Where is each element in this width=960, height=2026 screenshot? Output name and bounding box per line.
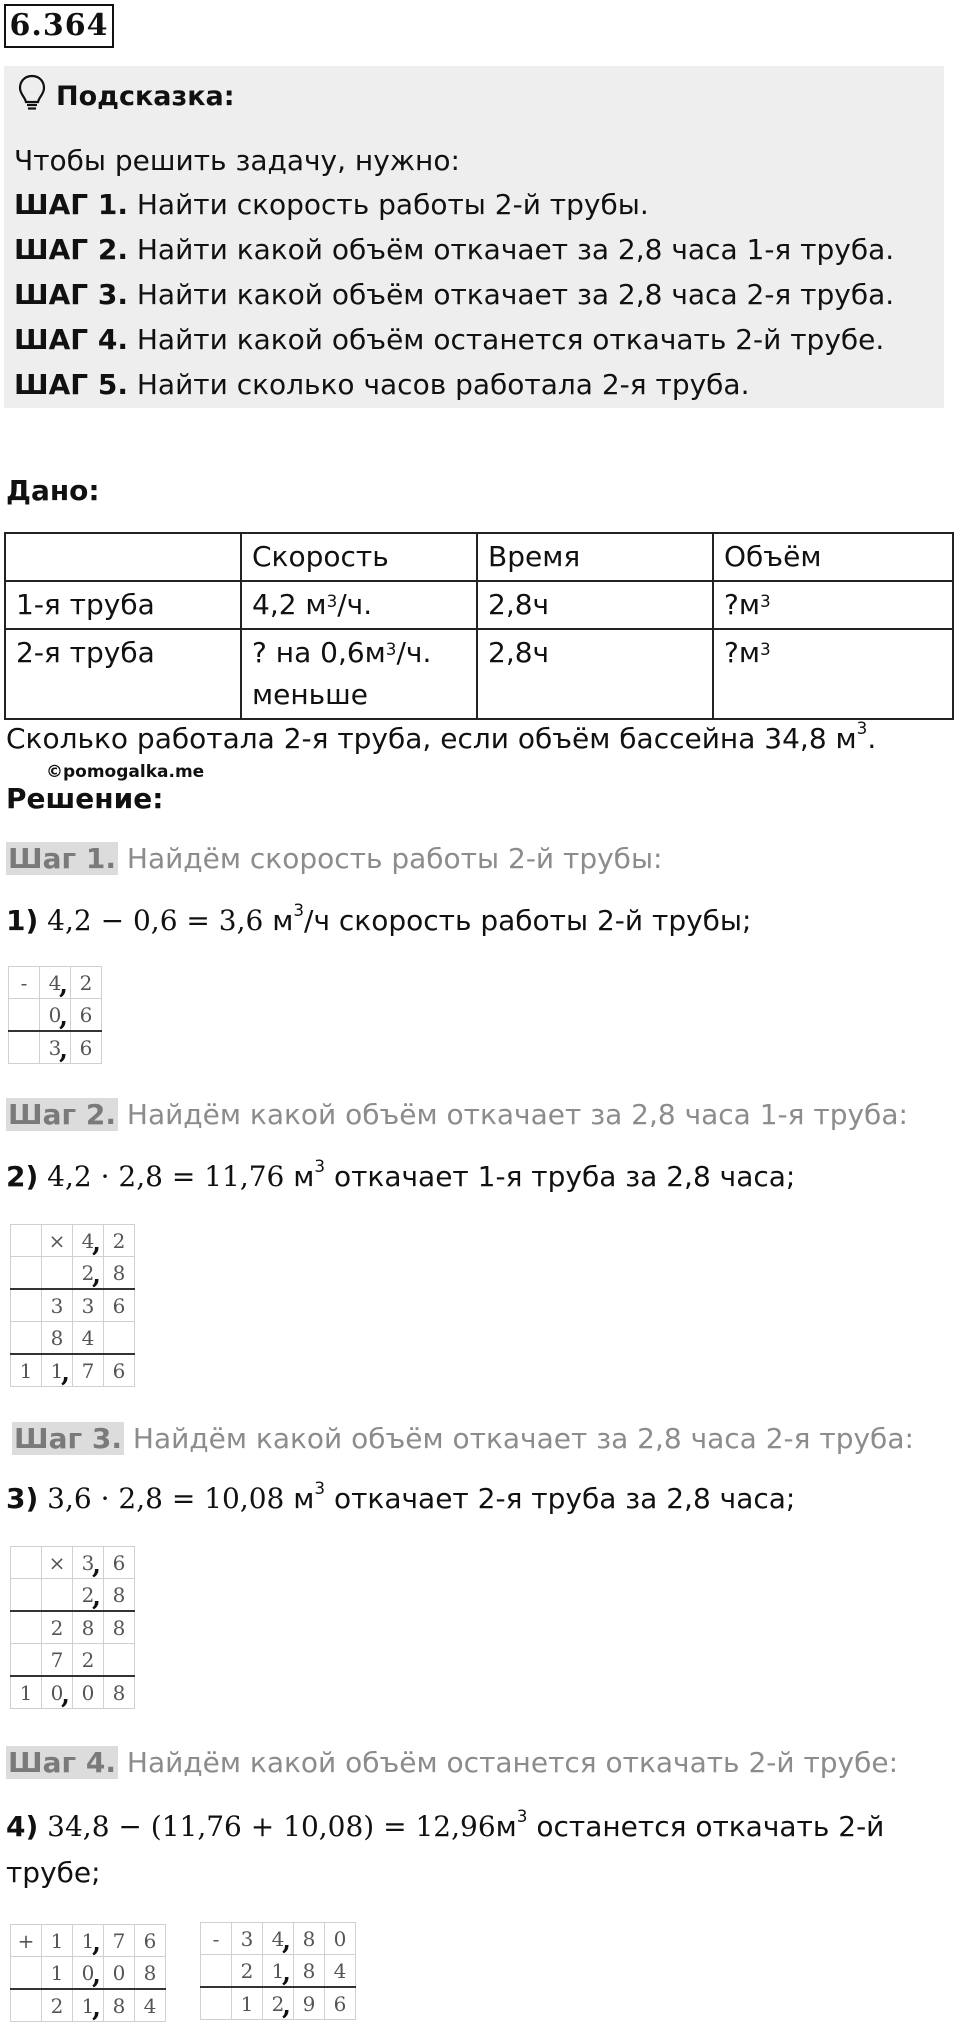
- calc-row: [11, 1579, 135, 1612]
- text-fragment: ШАГ 2.: [14, 233, 128, 266]
- calc-cell: 4: [73, 1322, 104, 1355]
- text-fragment: 3): [6, 1482, 39, 1515]
- calc-cell: 4: [135, 1989, 166, 2022]
- text-fragment: 3: [759, 591, 771, 611]
- calc-cell: 3 ,: [73, 1547, 104, 1579]
- given-table: [4, 532, 954, 720]
- problem-number: 6.364: [4, 4, 114, 48]
- calc-cell: [104, 1322, 135, 1355]
- calc-cell: [42, 1579, 73, 1612]
- calc-cell: 6: [104, 1289, 135, 1322]
- calc-cell: [11, 1579, 42, 1612]
- calc-row: [9, 1031, 102, 1064]
- calc-cell: 6: [71, 1031, 102, 1064]
- question-text: [6, 718, 877, 755]
- watermark: ©pomogalka.me: [46, 762, 205, 782]
- calc-cell: -: [201, 1923, 232, 1955]
- table-cell: $?м^3$: [713, 629, 953, 719]
- text-fragment: ШАГ 1.: [14, 188, 128, 221]
- text-fragment: 3: [314, 1478, 326, 1498]
- calc-cell: 9: [294, 1987, 325, 2020]
- text-fragment: Найдём какой объём откачает за 2,8 часа 1-я труба:: [117, 1098, 908, 1131]
- text-fragment: .: [867, 722, 877, 755]
- calc-cell: 0 ,: [73, 1957, 104, 1990]
- table-row: [5, 629, 953, 719]
- calc-cell: 3: [42, 1289, 73, 1322]
- calc-row: [11, 1925, 166, 1957]
- text-fragment: ШАГ 3.: [14, 278, 128, 311]
- calc-multiplication-1: [10, 1224, 135, 1387]
- calc-cell: 1: [42, 1925, 73, 1957]
- calc-cell: 0: [104, 1957, 135, 1990]
- calc-cell: 8: [294, 1923, 325, 1955]
- calc-cell: 3: [232, 1923, 263, 1955]
- calc-cell: [104, 1644, 135, 1677]
- calc-cell: 7: [42, 1644, 73, 1677]
- text-fragment: 3: [326, 591, 338, 611]
- calc-cell: 8: [104, 1611, 135, 1644]
- calc-cell: 8: [104, 1676, 135, 1709]
- text-fragment: Найдём какой объём откачает за 2,8 часа 2-я труба:: [123, 1422, 914, 1455]
- text-fragment: 4): [6, 1810, 39, 1843]
- calc-cell: 8: [73, 1611, 104, 1644]
- calc-cell: 1 ,: [73, 1925, 104, 1957]
- text-fragment: /ч скорость работы 2-й трубы;: [304, 904, 752, 937]
- calc-cell: [11, 1644, 42, 1677]
- text-fragment: 3: [385, 639, 397, 659]
- calc-cell: 6: [135, 1925, 166, 1957]
- calc-cell: 2: [232, 1955, 263, 1988]
- calc-row: [9, 999, 102, 1032]
- step-4-equation: [6, 1806, 885, 1843]
- text-fragment: Найти какой объём откачает за 2,8 часа 1-я труба.: [127, 233, 895, 266]
- calc-cell: 2 ,: [73, 1579, 104, 1612]
- table-cell: ? на $0,6м^3/ч$. меньше: [241, 629, 477, 719]
- text-fragment: 3: [856, 718, 868, 738]
- text-fragment: м: [284, 1160, 315, 1193]
- step-3-heading: [12, 1422, 914, 1455]
- text-fragment: 3: [516, 1806, 528, 1826]
- calc-row: [11, 1257, 135, 1290]
- calc-cell: 4 ,: [40, 967, 71, 999]
- hint-step-2: [14, 229, 894, 271]
- table-cell: 2,8ч: [477, 629, 713, 719]
- calc-row: [11, 1547, 135, 1579]
- hint-step-5: [14, 364, 750, 406]
- calc-row: [11, 1354, 135, 1387]
- calc-cell: 4 ,: [263, 1923, 294, 1955]
- text-fragment: 4,2 · 2,8 = 11,76: [38, 1160, 285, 1193]
- table-cell: $?м^3$: [713, 581, 953, 629]
- calc-cell: 2: [71, 967, 102, 999]
- calc-cell: 2 ,: [73, 1257, 104, 1290]
- calc-subtraction-1: [8, 966, 102, 1064]
- given-label: Дано:: [6, 474, 100, 507]
- calc-cell: [11, 1289, 42, 1322]
- table-cell: 4,2 $м^3/ч$.: [241, 581, 477, 629]
- calc-cell: 3: [73, 1289, 104, 1322]
- calc-cell: [9, 1031, 40, 1064]
- calc-cell: [11, 1225, 42, 1257]
- calc-cell: 0: [325, 1923, 356, 1955]
- text-fragment: 3,6 · 2,8 = 10,08: [38, 1482, 285, 1515]
- calc-cell: 1 ,: [263, 1955, 294, 1988]
- text-fragment: 4,2 − 0,6 = 3,6: [38, 904, 264, 937]
- text-fragment: Шаг 3.: [14, 1422, 122, 1455]
- calc-cell: 6: [325, 1987, 356, 2020]
- calc-row: [201, 1955, 356, 1988]
- calc-cell: [11, 1957, 42, 1990]
- text-fragment: Шаг 1.: [8, 842, 116, 875]
- solution-label: Решение:: [6, 782, 164, 815]
- calc-cell: 1: [42, 1957, 73, 1990]
- calc-cell: [201, 1987, 232, 2020]
- text-fragment: м: [495, 1810, 517, 1843]
- calc-cell: 8: [104, 1989, 135, 2022]
- text-fragment: Найти какой объём откачает за 2,8 часа 2-я труба.: [127, 278, 895, 311]
- text-fragment: откачает 2-я труба за 2,8 часа;: [325, 1482, 796, 1515]
- step-2-equation: [6, 1156, 796, 1193]
- calc-row: [11, 1957, 166, 1990]
- step-4-equation-cont: трубе;: [6, 1856, 101, 1889]
- calc-cell: 8: [104, 1579, 135, 1612]
- calc-cell: 6: [104, 1547, 135, 1579]
- text-fragment: 2): [6, 1160, 39, 1193]
- calc-addition-1: [10, 1924, 166, 2022]
- hint-step-3: [14, 274, 894, 316]
- text-fragment: 3: [293, 900, 305, 920]
- calc-row: [11, 1676, 135, 1709]
- table-cell: 2,8ч: [477, 581, 713, 629]
- calc-cell: 2: [42, 1611, 73, 1644]
- text-fragment: 3: [759, 639, 771, 659]
- calc-cell: [201, 1955, 232, 1988]
- calc-cell: 7: [104, 1925, 135, 1957]
- hint-step-4: [14, 319, 884, 361]
- calc-cell: [11, 1989, 42, 2022]
- calc-row: [11, 1322, 135, 1355]
- hint-intro: Чтобы решить задачу, нужно:: [14, 144, 460, 177]
- table-cell: 2-я труба: [5, 629, 241, 719]
- calc-cell: 7: [73, 1354, 104, 1387]
- calc-cell: [9, 999, 40, 1032]
- calc-cell: 1: [11, 1676, 42, 1709]
- text-fragment: Найти скорость работы 2-й трубы.: [127, 188, 649, 221]
- text-fragment: останется откачать 2-й: [527, 1810, 885, 1843]
- calc-cell: 2: [42, 1989, 73, 2022]
- calc-cell: 6: [71, 999, 102, 1032]
- hint-title: Подсказка:: [56, 80, 235, 112]
- text-fragment: 34,8 − (11,76 + 10,08) = 12,96: [38, 1810, 496, 1843]
- hint-header: [18, 76, 235, 116]
- calc-cell: [42, 1257, 73, 1290]
- text-fragment: ШАГ 4.: [14, 323, 128, 356]
- calc-cell: 0: [73, 1676, 104, 1709]
- text-fragment: ШАГ 5.: [14, 368, 128, 401]
- calc-row: [9, 967, 102, 999]
- text-fragment: Найти сколько часов работала 2-я труба.: [127, 368, 750, 401]
- step-2-heading: [6, 1098, 908, 1131]
- calc-cell: [11, 1322, 42, 1355]
- calc-cell: +: [11, 1925, 42, 1957]
- calc-cell: 1 ,: [42, 1354, 73, 1387]
- calc-cell: 8: [135, 1957, 166, 1990]
- calc-cell: 0 ,: [42, 1676, 73, 1709]
- text-fragment: Найдём скорость работы 2-й трубы:: [117, 842, 663, 875]
- text-fragment: м: [263, 904, 294, 937]
- calc-cell: [11, 1611, 42, 1644]
- calc-cell: 8: [294, 1955, 325, 1988]
- calc-cell: 2: [104, 1225, 135, 1257]
- text-fragment: м: [284, 1482, 315, 1515]
- calc-cell: 2: [73, 1644, 104, 1677]
- step-1-heading: [6, 842, 662, 875]
- text-fragment: Найти какой объём останется откачать 2-й трубе.: [127, 323, 885, 356]
- text-fragment: Шаг 4.: [8, 1746, 116, 1779]
- table-header-cell: Объём: [713, 533, 953, 581]
- text-fragment: откачает 1-я труба за 2,8 часа;: [325, 1160, 796, 1193]
- calc-row: [11, 1289, 135, 1322]
- calc-subtraction-2: [200, 1922, 356, 2020]
- calc-cell: 4: [325, 1955, 356, 1988]
- calc-cell: 4 ,: [73, 1225, 104, 1257]
- step-1-equation: [6, 900, 752, 937]
- calc-cell: [11, 1547, 42, 1579]
- calc-cell: [11, 1257, 42, 1290]
- calc-cell: ×: [42, 1225, 73, 1257]
- step-4-heading: [6, 1746, 898, 1779]
- text-fragment: Шаг 2.: [8, 1098, 116, 1131]
- calc-cell: 6: [104, 1354, 135, 1387]
- calc-row: [11, 1611, 135, 1644]
- calc-cell: 0 ,: [40, 999, 71, 1032]
- calc-row: [11, 1644, 135, 1677]
- calc-row: [201, 1987, 356, 2020]
- table-header-cell: [5, 533, 241, 581]
- calc-cell: 1: [11, 1354, 42, 1387]
- text-fragment: Сколько работала 2-я труба, если объём бассейна 34,8 м: [6, 722, 857, 755]
- calc-cell: ×: [42, 1547, 73, 1579]
- hint-step-1: [14, 184, 649, 226]
- calc-cell: 1: [232, 1987, 263, 2020]
- table-header-row: [5, 533, 953, 581]
- calc-cell: -: [9, 967, 40, 999]
- text-fragment: Найдём какой объём останется откачать 2-й трубе:: [117, 1746, 899, 1779]
- calc-cell: 2 ,: [263, 1987, 294, 2020]
- calc-cell: 8: [42, 1322, 73, 1355]
- calc-row: [11, 1989, 166, 2022]
- text-fragment: 1): [6, 904, 39, 937]
- calc-cell: 8: [104, 1257, 135, 1290]
- step-3-equation: [6, 1478, 796, 1515]
- table-header-cell: Время: [477, 533, 713, 581]
- lightbulb-icon: [18, 74, 46, 119]
- text-fragment: 3: [314, 1156, 326, 1176]
- calc-cell: 1 ,: [73, 1989, 104, 2022]
- table-header-cell: Скорость: [241, 533, 477, 581]
- calc-cell: 3 ,: [40, 1031, 71, 1064]
- calc-row: [201, 1923, 356, 1955]
- calc-multiplication-2: [10, 1546, 135, 1709]
- table-cell: 1-я труба: [5, 581, 241, 629]
- calc-row: [11, 1225, 135, 1257]
- table-row: [5, 581, 953, 629]
